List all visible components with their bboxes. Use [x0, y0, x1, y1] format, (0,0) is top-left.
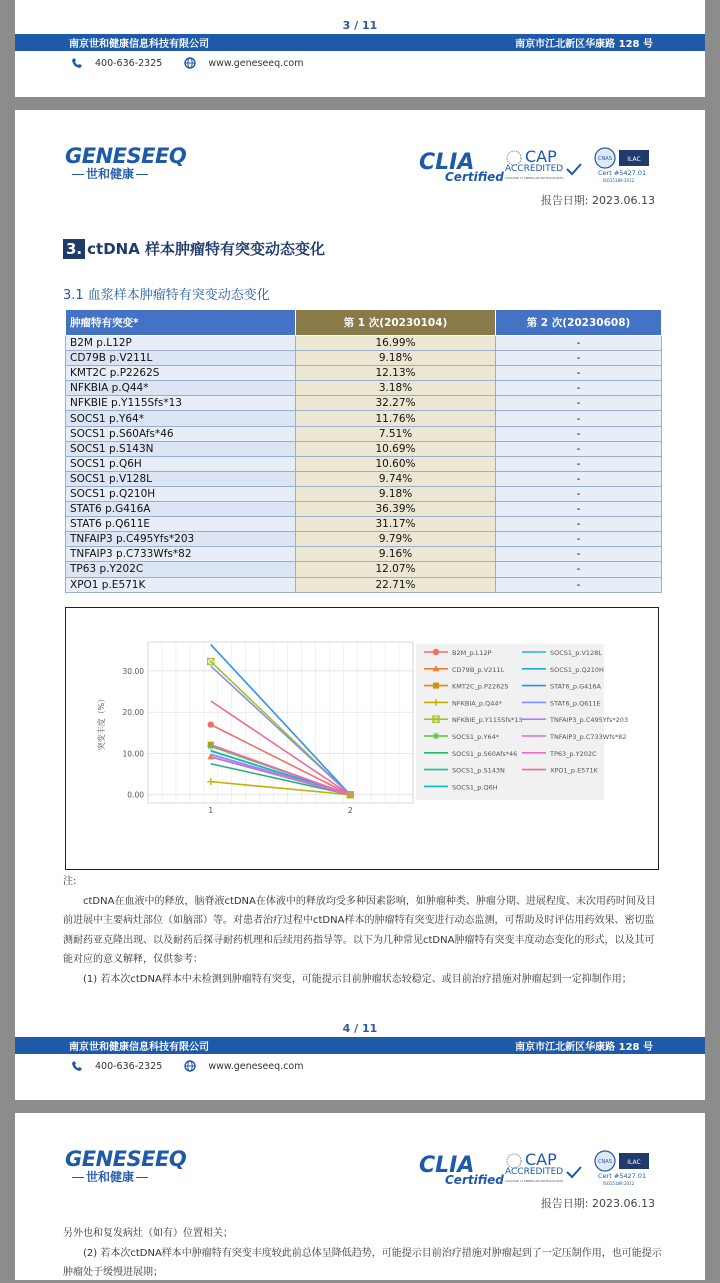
phone-number: 400-636-2325: [95, 57, 163, 69]
table-row: [66, 426, 662, 441]
table-header-row: [66, 310, 662, 336]
table-row: [66, 562, 662, 577]
visit-1-cell: 7.51%: [296, 426, 496, 441]
iso-badge: [590, 1150, 655, 1190]
notes-item-1: (1) 若本次ctDNA样本中未检测到肿瘤特有突变，可能提示目前肿瘤状态较稳定、或目前治疗措施对肿瘤起到一定抑制作用；: [83, 973, 632, 985]
table-row: [66, 486, 662, 501]
iso-badge: [590, 147, 655, 187]
geneseeq-logo: [65, 144, 187, 182]
visit-1-cell: 9.74%: [296, 471, 496, 486]
footer-bar: [15, 34, 705, 51]
y-tick-label: 20.00: [122, 708, 144, 718]
visit-2-cell: -: [496, 577, 662, 592]
company-address: 南京市江北新区华康路 128 号: [515, 39, 653, 50]
logo-text: GENESEEQ: [65, 1147, 187, 1171]
mutation-cell: SOCS1 p.V128L: [66, 471, 296, 486]
visit-2-cell: -: [496, 336, 662, 351]
table-row: [66, 441, 662, 456]
data-point: [347, 792, 353, 798]
x-tick-label: 2: [347, 806, 353, 815]
mutation-cell: B2M p.L12P: [66, 336, 296, 351]
clia-certified-text: Certified: [445, 170, 504, 184]
header-visit-1: 第 1 次(20230104): [296, 310, 496, 336]
svg-text:CNAS: CNAS: [598, 156, 612, 162]
company-name: 南京世和健康信息科技有限公司: [69, 1042, 209, 1053]
visit-1-cell: 11.76%: [296, 411, 496, 426]
legend-label: XPO1_p.E571K: [550, 766, 598, 775]
page-number: 3 / 11: [342, 19, 378, 32]
page-number: 4 / 11: [342, 1022, 378, 1035]
notes-paragraph: ctDNA在血液中的释放，脑脊液ctDNA在体液中的释放均受多种因素影响，如肿瘤种类、肿瘤分期、进展程度、末次用药时间及目前进展中主要病灶部位（如脑部）等。对患者治疗过程中ctDNA样本的肿瘤特有突变进行动态监测，可帮助及时评估用药效果、密切监测耐药亚克隆出现、以及耐药后探寻耐药机理和后续用药指导等。以下为几种常见ctDNA肿瘤特有突变丰度动态变化的形式，以及其可能对应的意义解释，仅供参考：: [63, 895, 656, 965]
visit-2-cell: -: [496, 562, 662, 577]
visit-1-cell: 36.39%: [296, 502, 496, 517]
visit-1-cell: 10.69%: [296, 441, 496, 456]
company-name: 南京世和健康信息科技有限公司: [69, 39, 209, 50]
x-tick-label: 1: [208, 806, 214, 815]
mutation-cell: SOCS1 p.Q6H: [66, 456, 296, 471]
contact-line: [71, 57, 304, 69]
visit-2-cell: -: [496, 456, 662, 471]
page-3-bottom: [15, 0, 705, 97]
y-tick-label: 0.00: [127, 790, 144, 800]
checkmark-icon: [565, 162, 583, 176]
mutation-cell: NFKBIA p.Q44*: [66, 381, 296, 396]
report-date: 报告日期: 2023.06.13: [540, 1197, 655, 1210]
section-title: [63, 238, 325, 259]
legend-marker: [433, 649, 439, 655]
visit-1-cell: 22.71%: [296, 577, 496, 592]
iso-seal-icon: [592, 1150, 654, 1172]
mutation-cell: STAT6 p.G416A: [66, 502, 296, 517]
visit-1-cell: 9.18%: [296, 351, 496, 366]
cap-text: CAP: [525, 1150, 557, 1169]
mutation-cell: STAT6 p.Q611E: [66, 517, 296, 532]
table-row: [66, 396, 662, 411]
logo-text: GENESEEQ: [65, 144, 187, 168]
mutation-cell: XPO1 p.E571K: [66, 577, 296, 592]
cap-text: CAP: [525, 147, 557, 166]
legend-label: SOCS1_p.Q6H: [452, 783, 498, 792]
table-row: [66, 547, 662, 562]
iso-seal-icon: [592, 147, 654, 169]
table-row: [66, 577, 662, 592]
report-date: 报告日期: 2023.06.13: [540, 194, 655, 207]
data-point: [208, 721, 214, 727]
visit-2-cell: -: [496, 351, 662, 366]
legend-label: KMT2C_p.P2262S: [452, 682, 509, 691]
mutation-cell: TP63 p.Y202C: [66, 562, 296, 577]
globe-icon: [184, 57, 196, 69]
website-link[interactable]: www.geneseeq.com: [208, 57, 304, 69]
notes-item-2: (2) 若本次ctDNA样本中肿瘤特有突变丰度较此前总体呈降低趋势，可能提示目前治疗措施对肿瘤起到了一定压制作用，也可能提示肿瘤处于缓慢进展期；: [63, 1247, 662, 1278]
subsection-title: 3.1 血浆样本肿瘤特有突变动态变化: [63, 288, 270, 303]
y-tick-label: 10.00: [122, 749, 144, 759]
table-row: [66, 532, 662, 547]
legend-label: SOCS1_p.Y64*: [452, 733, 499, 741]
svg-text:ILAC: ILAC: [627, 1159, 641, 1166]
visit-2-cell: -: [496, 441, 662, 456]
legend-label: NFKBIA_p.Q44*: [452, 699, 502, 708]
logo-cn-text: 世和健康: [65, 165, 155, 182]
mutation-cell: SOCS1 p.Q210H: [66, 486, 296, 501]
visit-2-cell: -: [496, 532, 662, 547]
mutation-cell: TNFAIP3 p.C733Wfs*82: [66, 547, 296, 562]
cap-badge: [505, 147, 585, 190]
header-mutation: 肿瘤特有突变*: [66, 310, 296, 336]
visit-1-cell: 10.60%: [296, 456, 496, 471]
page-4: [15, 110, 705, 1100]
table-row: [66, 351, 662, 366]
visit-1-cell: 9.16%: [296, 547, 496, 562]
visit-2-cell: -: [496, 381, 662, 396]
visit-1-cell: 16.99%: [296, 336, 496, 351]
visit-2-cell: -: [496, 517, 662, 532]
visit-1-cell: 9.18%: [296, 486, 496, 501]
legend-label: TNFAIP3_p.C733Wfs*82: [550, 733, 627, 741]
vaf-line-chart: [66, 608, 657, 868]
cap-small-text: COLLEGE of AMERICAN PATHOLOGISTS: [505, 1179, 564, 1183]
visit-1-cell: 31.17%: [296, 517, 496, 532]
cert-number: Cert #5427.01: [598, 1172, 647, 1180]
clia-certified-text: Certified: [445, 1173, 504, 1187]
visit-2-cell: -: [496, 502, 662, 517]
legend-label: TNFAIP3_p.C495Yfs*203: [550, 716, 629, 725]
visit-2-cell: -: [496, 366, 662, 381]
header-visit-2: 第 2 次(20230608): [496, 310, 662, 336]
clia-badge: [419, 1153, 504, 1189]
clia-text: CLIA: [419, 150, 475, 175]
mutation-cell: NFKBIE p.Y115Sfs*13: [66, 396, 296, 411]
table-row: [66, 381, 662, 396]
y-axis-label: 突变丰度（%）: [97, 694, 106, 751]
visit-2-cell: -: [496, 396, 662, 411]
cap-small-text: COLLEGE of AMERICAN PATHOLOGISTS: [505, 176, 564, 180]
iso-standard: ISO15189:2012: [603, 178, 635, 183]
y-tick-label: 30.00: [122, 666, 144, 676]
table-row: [66, 411, 662, 426]
company-address: 南京市江北新区华康路 128 号: [515, 1042, 653, 1053]
notes-block: [63, 872, 663, 989]
mutation-cell: KMT2C p.P2262S: [66, 366, 296, 381]
phone-icon: [71, 1060, 83, 1072]
notes-continued: [63, 1224, 663, 1283]
section-number: 3.: [63, 239, 85, 259]
data-point: [207, 778, 214, 785]
phone-icon: [71, 57, 83, 69]
table-row: [66, 471, 662, 486]
clia-text: CLIA: [419, 1153, 475, 1178]
phone-number: 400-636-2325: [95, 1060, 163, 1072]
footer-bar: [15, 1037, 705, 1054]
cap-accredited-text: ACCREDITED: [505, 164, 564, 174]
mutation-table: [65, 309, 662, 593]
vaf-chart: [65, 607, 659, 870]
table-row: [66, 336, 662, 351]
visit-1-cell: 12.07%: [296, 562, 496, 577]
visit-1-cell: 32.27%: [296, 396, 496, 411]
legend-label: NFKBIE_p.Y115Sfs*13: [452, 716, 523, 725]
legend-label: STAT6_p.G416A: [550, 682, 601, 691]
website-link[interactable]: www.geneseeq.com: [208, 1060, 304, 1072]
legend-label: STAT6_p.Q611E: [550, 699, 601, 708]
visit-1-cell: 3.18%: [296, 381, 496, 396]
visit-2-cell: -: [496, 411, 662, 426]
table-row: [66, 456, 662, 471]
mutation-cell: SOCS1 p.S60Afs*46: [66, 426, 296, 441]
iso-standard: ISO15189:2012: [603, 1181, 635, 1186]
mutation-cell: TNFAIP3 p.C495Yfs*203: [66, 532, 296, 547]
cert-number: Cert #5427.01: [598, 169, 647, 177]
legend-label: TP63_p.Y202C: [550, 749, 597, 758]
notes-continuation: 另外也和复发病灶（如有）位置相关；: [63, 1228, 233, 1239]
legend-label: SOCS1_p.S60Afs*46: [452, 749, 518, 758]
visit-2-cell: -: [496, 486, 662, 501]
legend-label: CD79B_p.V211L: [452, 665, 505, 674]
visit-2-cell: -: [496, 426, 662, 441]
section-title-text: ctDNA 样本肿瘤特有突变动态变化: [87, 240, 326, 258]
clia-badge: [419, 150, 504, 186]
mutation-cell: SOCS1 p.Y64*: [66, 411, 296, 426]
svg-text:ILAC: ILAC: [627, 156, 641, 163]
cap-badge: [505, 1150, 585, 1193]
globe-icon: [184, 1060, 196, 1072]
visit-2-cell: -: [496, 471, 662, 486]
svg-text:CNAS: CNAS: [598, 1159, 612, 1165]
table-row: [66, 517, 662, 532]
legend-label: B2M_p.L12P: [452, 649, 492, 657]
visit-1-cell: 9.79%: [296, 532, 496, 547]
page-5-top: [15, 1113, 705, 1280]
table-row: [66, 366, 662, 381]
legend-label: SOCS1_p.V128L: [550, 649, 602, 657]
cap-accredited-text: ACCREDITED: [505, 1167, 564, 1177]
mutation-cell: CD79B p.V211L: [66, 351, 296, 366]
contact-line: [71, 1060, 304, 1072]
visit-2-cell: -: [496, 547, 662, 562]
geneseeq-logo: [65, 1147, 187, 1185]
mutation-cell: SOCS1 p.S143N: [66, 441, 296, 456]
data-point: [207, 753, 214, 759]
checkmark-icon: [565, 1165, 583, 1179]
legend-marker: [433, 683, 439, 689]
logo-cn-text: 世和健康: [65, 1168, 155, 1185]
data-point: [208, 659, 214, 665]
legend-marker: [433, 733, 440, 740]
page-4-footer: [15, 1010, 705, 1100]
legend-label: SOCS1_p.Q210H: [550, 665, 604, 674]
visit-1-cell: 12.13%: [296, 366, 496, 381]
table-row: [66, 502, 662, 517]
notes-label: 注:: [63, 876, 77, 887]
legend-label: SOCS1_p.S143N: [452, 766, 505, 775]
